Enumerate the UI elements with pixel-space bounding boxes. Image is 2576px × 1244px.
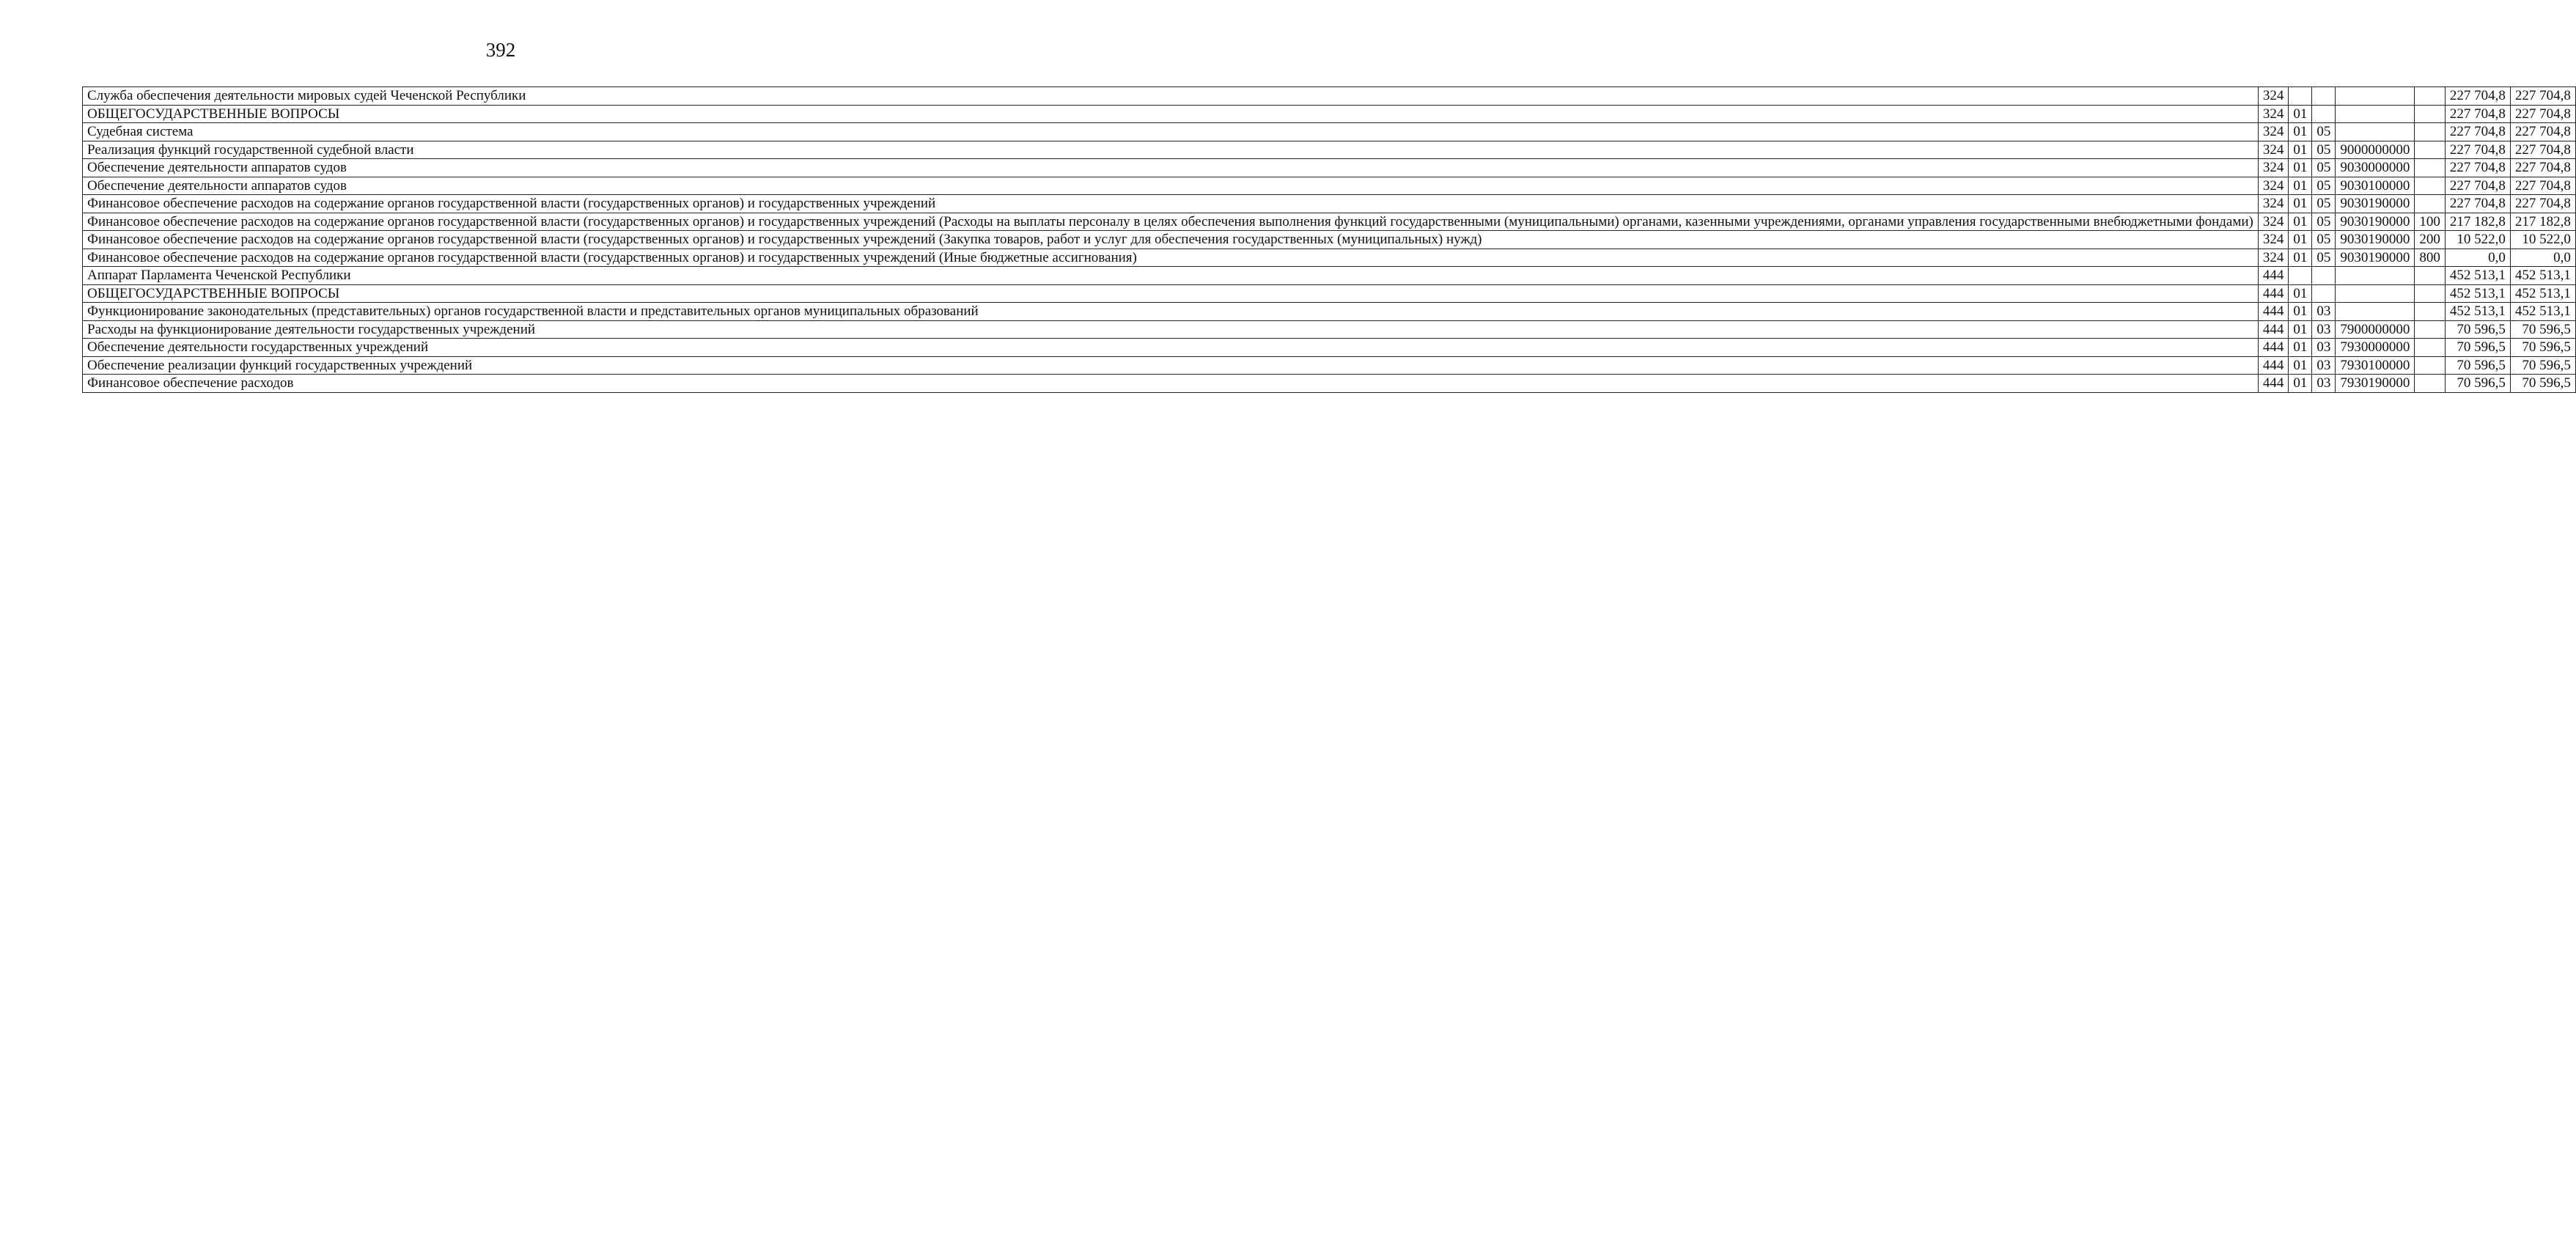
row-ved-code: 444 xyxy=(2258,320,2289,339)
row-expense-type-code xyxy=(2415,284,2446,303)
row-section-code: 01 xyxy=(2289,249,2312,267)
row-name: Обеспечение деятельности аппаратов судов xyxy=(83,177,2259,195)
row-subsection-code: 05 xyxy=(2312,213,2336,231)
row-subsection-code xyxy=(2312,105,2336,123)
table-row xyxy=(83,87,2576,106)
table-row xyxy=(83,267,2576,285)
row-amount-2: 452 513,1 xyxy=(2510,267,2575,285)
table-row xyxy=(83,320,2576,339)
row-target-item-code: 9000000000 xyxy=(2336,141,2415,159)
row-expense-type-code xyxy=(2415,339,2446,357)
row-amount-1: 452 513,1 xyxy=(2445,267,2510,285)
row-target-item-code: 9030190000 xyxy=(2336,249,2415,267)
row-amount-2: 227 704,8 xyxy=(2510,105,2575,123)
row-amount-1: 227 704,8 xyxy=(2445,105,2510,123)
row-name: Судебная система xyxy=(83,123,2259,141)
row-amount-1: 227 704,8 xyxy=(2445,159,2510,177)
row-name: Финансовое обеспечение расходов на содержание органов государственной власти (государственных органов) и государственных учреждений (Закупка товаров, работ и услуг для обеспечения государственных (муниципальных) нужд) xyxy=(83,231,2259,249)
row-amount-1: 217 182,8 xyxy=(2445,213,2510,231)
row-section-code: 01 xyxy=(2289,356,2312,375)
row-amount-1: 227 704,8 xyxy=(2445,195,2510,213)
row-section-code: 01 xyxy=(2289,159,2312,177)
row-ved-code: 444 xyxy=(2258,284,2289,303)
page-number: 392 xyxy=(485,39,516,61)
row-amount-2: 227 704,8 xyxy=(2510,87,2575,106)
row-amount-2: 217 182,8 xyxy=(2510,213,2575,231)
row-subsection-code: 03 xyxy=(2312,320,2336,339)
row-section-code: 01 xyxy=(2289,339,2312,357)
row-target-item-code xyxy=(2336,284,2415,303)
row-amount-2: 10 522,0 xyxy=(2510,231,2575,249)
table-row xyxy=(83,177,2576,195)
row-amount-1: 227 704,8 xyxy=(2445,123,2510,141)
row-subsection-code: 05 xyxy=(2312,123,2336,141)
row-amount-1: 70 596,5 xyxy=(2445,320,2510,339)
row-amount-2: 227 704,8 xyxy=(2510,123,2575,141)
budget-table xyxy=(82,87,2576,393)
row-target-item-code: 9030100000 xyxy=(2336,177,2415,195)
row-amount-2: 70 596,5 xyxy=(2510,339,2575,357)
row-subsection-code: 05 xyxy=(2312,159,2336,177)
table-row xyxy=(83,303,2576,321)
row-target-item-code xyxy=(2336,267,2415,285)
row-name: Финансовое обеспечение расходов xyxy=(83,375,2259,393)
table-row xyxy=(83,356,2576,375)
row-subsection-code: 03 xyxy=(2312,356,2336,375)
row-amount-1: 452 513,1 xyxy=(2445,284,2510,303)
row-name: Обеспечение реализации функций государственных учреждений xyxy=(83,356,2259,375)
row-expense-type-code xyxy=(2415,195,2446,213)
row-target-item-code xyxy=(2336,303,2415,321)
row-name: Финансовое обеспечение расходов на содержание органов государственной власти (государственных органов) и государственных учреждений xyxy=(83,195,2259,213)
row-section-code: 01 xyxy=(2289,195,2312,213)
row-expense-type-code xyxy=(2415,87,2446,106)
table-row xyxy=(83,105,2576,123)
row-target-item-code: 9030190000 xyxy=(2336,231,2415,249)
row-ved-code: 324 xyxy=(2258,87,2289,106)
row-ved-code: 324 xyxy=(2258,177,2289,195)
table-row xyxy=(83,339,2576,357)
row-amount-2: 70 596,5 xyxy=(2510,375,2575,393)
row-target-item-code xyxy=(2336,105,2415,123)
row-expense-type-code xyxy=(2415,267,2446,285)
row-name: ОБЩЕГОСУДАРСТВЕННЫЕ ВОПРОСЫ xyxy=(83,284,2259,303)
row-section-code xyxy=(2289,87,2312,106)
row-expense-type-code xyxy=(2415,141,2446,159)
row-name: Реализация функций государственной судебной власти xyxy=(83,141,2259,159)
row-section-code: 01 xyxy=(2289,284,2312,303)
row-ved-code: 444 xyxy=(2258,356,2289,375)
row-expense-type-code xyxy=(2415,105,2446,123)
row-ved-code: 444 xyxy=(2258,375,2289,393)
row-expense-type-code xyxy=(2415,320,2446,339)
row-section-code xyxy=(2289,267,2312,285)
row-expense-type-code xyxy=(2415,375,2446,393)
row-section-code: 01 xyxy=(2289,231,2312,249)
row-amount-2: 227 704,8 xyxy=(2510,141,2575,159)
row-expense-type-code xyxy=(2415,356,2446,375)
row-section-code: 01 xyxy=(2289,105,2312,123)
row-amount-2: 227 704,8 xyxy=(2510,177,2575,195)
row-amount-2: 0,0 xyxy=(2510,249,2575,267)
row-amount-1: 227 704,8 xyxy=(2445,87,2510,106)
row-expense-type-code xyxy=(2415,303,2446,321)
row-expense-type-code: 800 xyxy=(2415,249,2446,267)
row-target-item-code: 7900000000 xyxy=(2336,320,2415,339)
row-amount-1: 70 596,5 xyxy=(2445,339,2510,357)
row-subsection-code xyxy=(2312,87,2336,106)
row-amount-1: 70 596,5 xyxy=(2445,356,2510,375)
row-ved-code: 324 xyxy=(2258,231,2289,249)
row-section-code: 01 xyxy=(2289,375,2312,393)
row-name: Функционирование законодательных (представительных) органов государственной власти и представительных органов муниципальных образований xyxy=(83,303,2259,321)
row-ved-code: 324 xyxy=(2258,213,2289,231)
row-subsection-code: 03 xyxy=(2312,303,2336,321)
table-row xyxy=(83,375,2576,393)
row-subsection-code: 03 xyxy=(2312,375,2336,393)
table-row xyxy=(83,284,2576,303)
row-expense-type-code: 100 xyxy=(2415,213,2446,231)
row-subsection-code: 05 xyxy=(2312,249,2336,267)
row-ved-code: 324 xyxy=(2258,249,2289,267)
row-amount-1: 0,0 xyxy=(2445,249,2510,267)
row-subsection-code: 05 xyxy=(2312,195,2336,213)
row-subsection-code: 03 xyxy=(2312,339,2336,357)
row-name: Служба обеспечения деятельности мировых судей Чеченской Республики xyxy=(83,87,2259,106)
row-ved-code: 324 xyxy=(2258,195,2289,213)
row-section-code: 01 xyxy=(2289,320,2312,339)
row-ved-code: 324 xyxy=(2258,105,2289,123)
row-ved-code: 444 xyxy=(2258,303,2289,321)
row-target-item-code: 9030190000 xyxy=(2336,213,2415,231)
row-subsection-code: 05 xyxy=(2312,177,2336,195)
row-target-item-code: 9030190000 xyxy=(2336,195,2415,213)
row-subsection-code: 05 xyxy=(2312,141,2336,159)
row-section-code: 01 xyxy=(2289,123,2312,141)
row-amount-1: 227 704,8 xyxy=(2445,141,2510,159)
row-name: ОБЩЕГОСУДАРСТВЕННЫЕ ВОПРОСЫ xyxy=(83,105,2259,123)
row-amount-2: 227 704,8 xyxy=(2510,159,2575,177)
row-subsection-code xyxy=(2312,284,2336,303)
row-ved-code: 444 xyxy=(2258,267,2289,285)
table-row xyxy=(83,159,2576,177)
row-target-item-code: 7930190000 xyxy=(2336,375,2415,393)
row-section-code: 01 xyxy=(2289,177,2312,195)
row-amount-2: 70 596,5 xyxy=(2510,356,2575,375)
row-ved-code: 444 xyxy=(2258,339,2289,357)
table-row xyxy=(83,249,2576,267)
row-name: Аппарат Парламента Чеченской Республики xyxy=(83,267,2259,285)
row-name: Обеспечение деятельности государственных учреждений xyxy=(83,339,2259,357)
row-amount-1: 452 513,1 xyxy=(2445,303,2510,321)
row-target-item-code xyxy=(2336,87,2415,106)
table-row xyxy=(83,123,2576,141)
row-name: Расходы на функционирование деятельности государственных учреждений xyxy=(83,320,2259,339)
row-section-code: 01 xyxy=(2289,141,2312,159)
table-row xyxy=(83,213,2576,231)
row-expense-type-code xyxy=(2415,177,2446,195)
row-target-item-code: 7930100000 xyxy=(2336,356,2415,375)
row-expense-type-code xyxy=(2415,159,2446,177)
row-amount-2: 452 513,1 xyxy=(2510,284,2575,303)
row-name: Финансовое обеспечение расходов на содержание органов государственной власти (государственных органов) и государственных учреждений (Иные бюджетные ассигнования) xyxy=(83,249,2259,267)
row-section-code: 01 xyxy=(2289,303,2312,321)
row-ved-code: 324 xyxy=(2258,159,2289,177)
row-amount-2: 452 513,1 xyxy=(2510,303,2575,321)
table-row xyxy=(83,195,2576,213)
row-subsection-code xyxy=(2312,267,2336,285)
row-target-item-code: 7930000000 xyxy=(2336,339,2415,357)
row-name: Финансовое обеспечение расходов на содержание органов государственной власти (государственных органов) и государственных учреждений (Расходы на выплаты персоналу в целях обеспечения выполнения функций государственными (муниципальными) органами, казенными учреждениями, органами управления государственными внебюджетными фондами) xyxy=(83,213,2259,231)
row-ved-code: 324 xyxy=(2258,141,2289,159)
row-expense-type-code: 200 xyxy=(2415,231,2446,249)
row-ved-code: 324 xyxy=(2258,123,2289,141)
row-expense-type-code xyxy=(2415,123,2446,141)
row-amount-1: 227 704,8 xyxy=(2445,177,2510,195)
row-name: Обеспечение деятельности аппаратов судов xyxy=(83,159,2259,177)
row-amount-1: 10 522,0 xyxy=(2445,231,2510,249)
table-row xyxy=(83,141,2576,159)
table-row xyxy=(83,231,2576,249)
row-target-item-code xyxy=(2336,123,2415,141)
row-section-code: 01 xyxy=(2289,213,2312,231)
row-amount-1: 70 596,5 xyxy=(2445,375,2510,393)
row-amount-2: 227 704,8 xyxy=(2510,195,2575,213)
row-subsection-code: 05 xyxy=(2312,231,2336,249)
row-target-item-code: 9030000000 xyxy=(2336,159,2415,177)
budget-table-body xyxy=(83,87,2576,393)
row-amount-2: 70 596,5 xyxy=(2510,320,2575,339)
